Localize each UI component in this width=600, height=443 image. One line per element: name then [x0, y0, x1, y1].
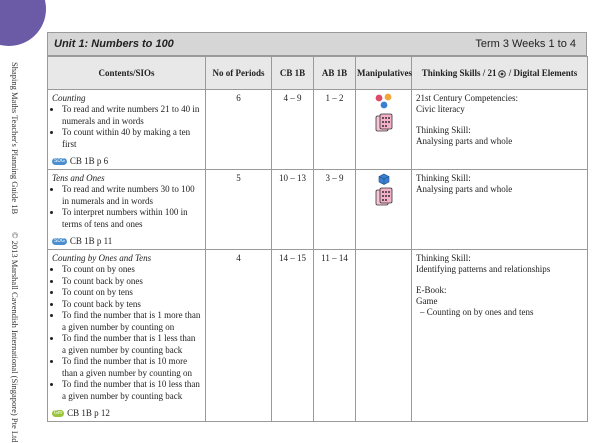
thinking-text: Game [416, 295, 438, 306]
list-item: • To read and write numbers 21 to 40 in numerals and in words [62, 104, 201, 127]
thinking-text: Analysing parts and whole [416, 184, 513, 195]
thinking-heading: 21st Century Competencies: [416, 93, 518, 103]
list-item: • To read and write numbers 30 to 100 in numerals and in words [62, 184, 201, 207]
periods-cell: 6 [206, 90, 272, 170]
reference [52, 236, 201, 246]
thinking-heading: Thinking Skill: [416, 173, 471, 184]
list-item: • To count on by ones [62, 264, 201, 276]
reference-text: CB 1B p 6 [69, 156, 109, 167]
header-thinking-post: / Digital Elements [506, 68, 578, 78]
contents-cell [48, 250, 206, 422]
thinking-heading: Thinking Skill: [416, 253, 471, 264]
game-icon: Gm [54, 409, 63, 416]
header-row [48, 57, 588, 90]
header-thinking [412, 57, 588, 90]
21cc-logo-icon [497, 70, 507, 78]
list-item: • To count on by tens [62, 287, 201, 299]
periods-cell: 5 [206, 170, 272, 250]
header-periods: No of Periods [206, 57, 272, 90]
side-copyright: © 2013 Marshall Cavendish International (Singapore) Pte Ltd [10, 232, 20, 443]
topic-title: Tens and Ones [52, 173, 105, 184]
page-tab [0, 0, 46, 46]
cube-icon [378, 173, 390, 185]
topic-title: Counting by Ones and Tens [52, 253, 152, 264]
list-item: • To count back by tens [62, 299, 201, 311]
counters-icon [373, 93, 395, 111]
header-thinking-pre: Thinking Skills / 21 [421, 68, 497, 78]
thinking-cell [412, 250, 588, 422]
manipulatives-cell [356, 170, 412, 250]
unit-bar [47, 32, 587, 56]
list-item: • To count back by ones [62, 276, 201, 288]
side-title: Shaping Maths Teacher's Planning Guide 1B [10, 62, 20, 215]
ab-cell: 1 – 2 [314, 90, 356, 170]
list-item: • To find the number that is 10 less than a given number by counting back [62, 379, 201, 402]
thinking-text: Civic literacy [416, 104, 465, 115]
list-item: • To find the number that is 1 more than a given number by counting on [62, 310, 201, 333]
header-ab: AB 1B [314, 57, 356, 90]
table-row [48, 90, 588, 170]
reference-text: CB 1B p 12 [67, 408, 110, 419]
header-contents: Contents/SIOs [48, 57, 206, 90]
number-cards-icon [374, 187, 394, 207]
contents-cell [48, 170, 206, 250]
periods-cell: 4 [206, 250, 272, 422]
thinking-heading: Thinking Skill: [416, 124, 471, 135]
header-manipulatives: Manipulatives [356, 57, 412, 90]
table-row [48, 250, 588, 422]
unit-term: Term 3 Weeks 1 to 4 [475, 38, 576, 50]
reference-text: CB 1B p 11 [69, 236, 113, 247]
planning-table-frame [47, 32, 587, 432]
contents-cell [48, 90, 206, 170]
sdg-icon: SDG [54, 157, 65, 164]
thinking-cell [412, 90, 588, 170]
reference [52, 156, 201, 166]
ab-cell: 3 – 9 [314, 170, 356, 250]
sdg-icon: SDG [54, 237, 65, 244]
thinking-text: – Counting on by ones and tens [420, 307, 534, 318]
list-item: • To interpret numbers within 100 in terms of tens and ones [62, 207, 201, 230]
thinking-text: Identifying patterns and relationships [416, 264, 551, 275]
thinking-cell [412, 170, 588, 250]
manipulatives-cell [356, 90, 412, 170]
list-item: • To find the number that is 10 more than a given number by counting on [62, 356, 201, 379]
cb-cell: 14 – 15 [272, 250, 314, 422]
unit-title: Unit 1: Numbers to 100 [54, 38, 174, 50]
topic-title: Counting [52, 93, 86, 103]
cb-cell: 10 – 13 [272, 170, 314, 250]
ab-cell: 11 – 14 [314, 250, 356, 422]
header-cb: CB 1B [272, 57, 314, 90]
number-cards-icon [374, 113, 394, 133]
reference [52, 408, 201, 418]
list-item: • To find the number that is 1 less than a given number by counting back [62, 333, 201, 356]
thinking-heading: E-Book: [416, 284, 447, 295]
list-item: • To count within 40 by making a ten first [62, 127, 201, 150]
planning-table [47, 56, 588, 422]
cb-cell: 4 – 9 [272, 90, 314, 170]
manipulatives-cell [356, 250, 412, 422]
thinking-text: Analysing parts and whole [416, 135, 513, 146]
table-row [48, 170, 588, 250]
